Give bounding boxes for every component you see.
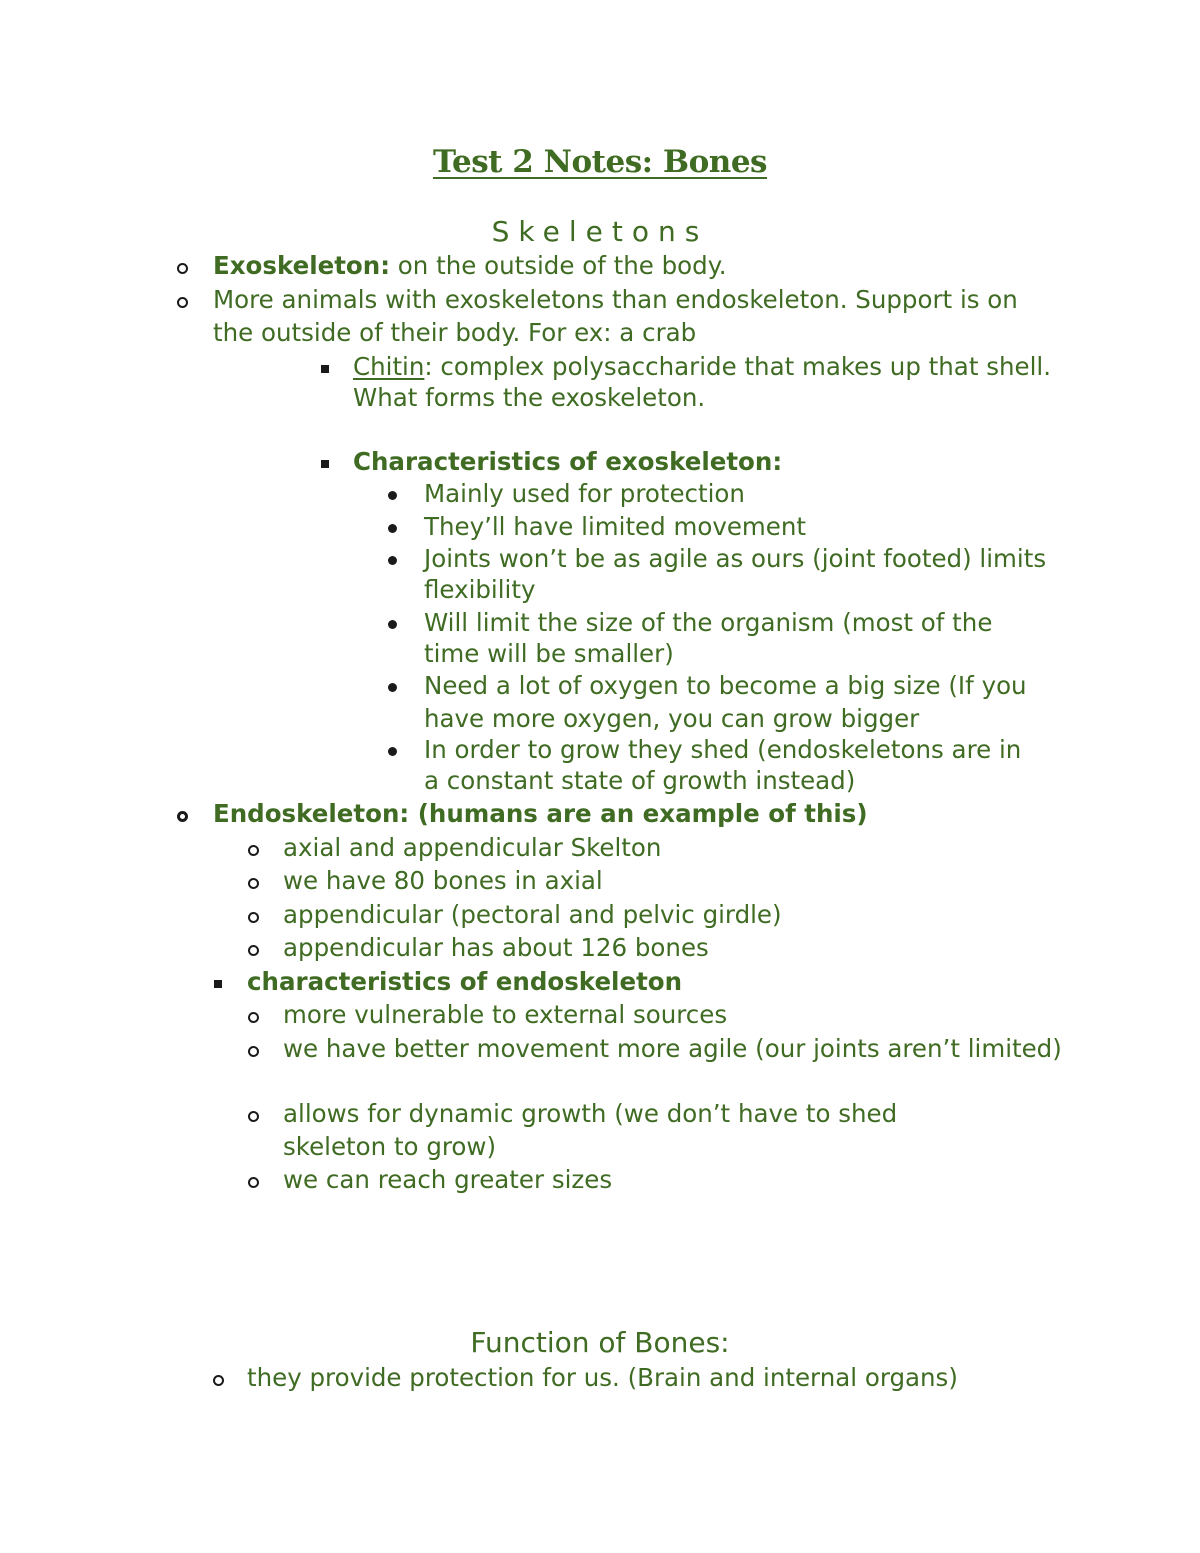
subheading-endo-characteristics [247,966,1047,999]
bullet-circle-icon [177,285,188,318]
bullet-square-icon [214,966,222,999]
section-heading-function-of-bones: Function of Bones: [470,1326,730,1359]
bullet-circle-icon [248,1165,259,1198]
term-chitin: Chitin [353,352,425,381]
subheading-exo-characteristics [353,446,1073,479]
page-title: Test 2 Notes: Bones [433,144,767,180]
endo-item: axial and appendicular Skelton [283,833,662,862]
exo-char-item: Mainly used for protection [424,479,745,508]
bullet-circle-icon [248,1099,259,1132]
endo-item: appendicular (pectoral and pelvic girdle) [283,900,782,929]
bullet-circle-icon [248,833,259,866]
bullet-circle-icon [248,866,259,899]
endo-char-item: more vulnerable to external sources [283,1000,728,1029]
function-item: they provide protection for us. (Brain and internal organs) [247,1363,958,1392]
exo-char-item: In order to grow they shed (endoskeletons are in a constant state of growth instead) [424,735,1022,795]
exo-char-item: Need a lot of oxygen to become a big size (If you have more oxygen, you can grow bigger [424,671,1027,733]
list-item-chitin [353,351,1073,413]
bullet-square-icon [321,446,329,479]
endo-item: we have 80 bones in axial [283,866,603,895]
exo-char-item: Joints won’t be as agile as ours (joint footed) limits flexibility [424,544,1047,604]
bullet-dot-icon [388,543,397,576]
bullet-dot-icon [388,607,397,640]
endo-char-item: we can reach greater sizes [283,1165,613,1194]
subheading-endo-characteristics-label: characteristics of endoskeleton [247,967,683,996]
bullet-circle-icon [213,1363,224,1396]
exo-char-item: Will limit the size of the organism (most of the time will be smaller) [424,608,993,668]
term-exoskeleton: Exoskeleton: [213,251,391,280]
bullet-circle-icon [248,1000,259,1033]
endo-item: appendicular has about 126 bones [283,933,709,962]
list-item-more-animals: More animals with exoskeletons than endoskeleton. Support is on the outside of their body. For ex: a crab [213,285,1018,347]
bullet-dot-icon [388,734,397,767]
bullet-square-icon [321,351,329,384]
bullet-circle-icon [248,933,259,966]
bullet-circle-icon [177,799,188,832]
endoskeleton-heading: Endoskeleton: (humans are an example of this) [213,799,868,828]
bullet-dot-icon [388,478,397,511]
exo-char-item: They’ll have limited movement [424,512,806,541]
section-heading-skeletons: Skeletons [491,215,709,248]
list-item-exoskeleton [213,250,1073,283]
bullet-circle-icon [248,1034,259,1067]
endo-char-item: we have better movement more agile (our joints aren’t limited) [283,1034,1062,1063]
subheading-exo-characteristics-label: Characteristics of exoskeleton: [353,447,783,476]
bullet-circle-icon [248,900,259,933]
bullet-circle-icon [177,251,188,284]
definition-chitin: : complex polysaccharide that makes up that shell. What forms the exoskeleton. [353,352,1051,412]
bullet-dot-icon [388,511,397,544]
bullet-dot-icon [388,670,397,703]
endo-char-item: allows for dynamic growth (we don’t have to shed skeleton to grow) [283,1099,898,1161]
list-item-endoskeleton [213,798,1073,831]
definition-exoskeleton: on the outside of the body. [390,251,727,280]
